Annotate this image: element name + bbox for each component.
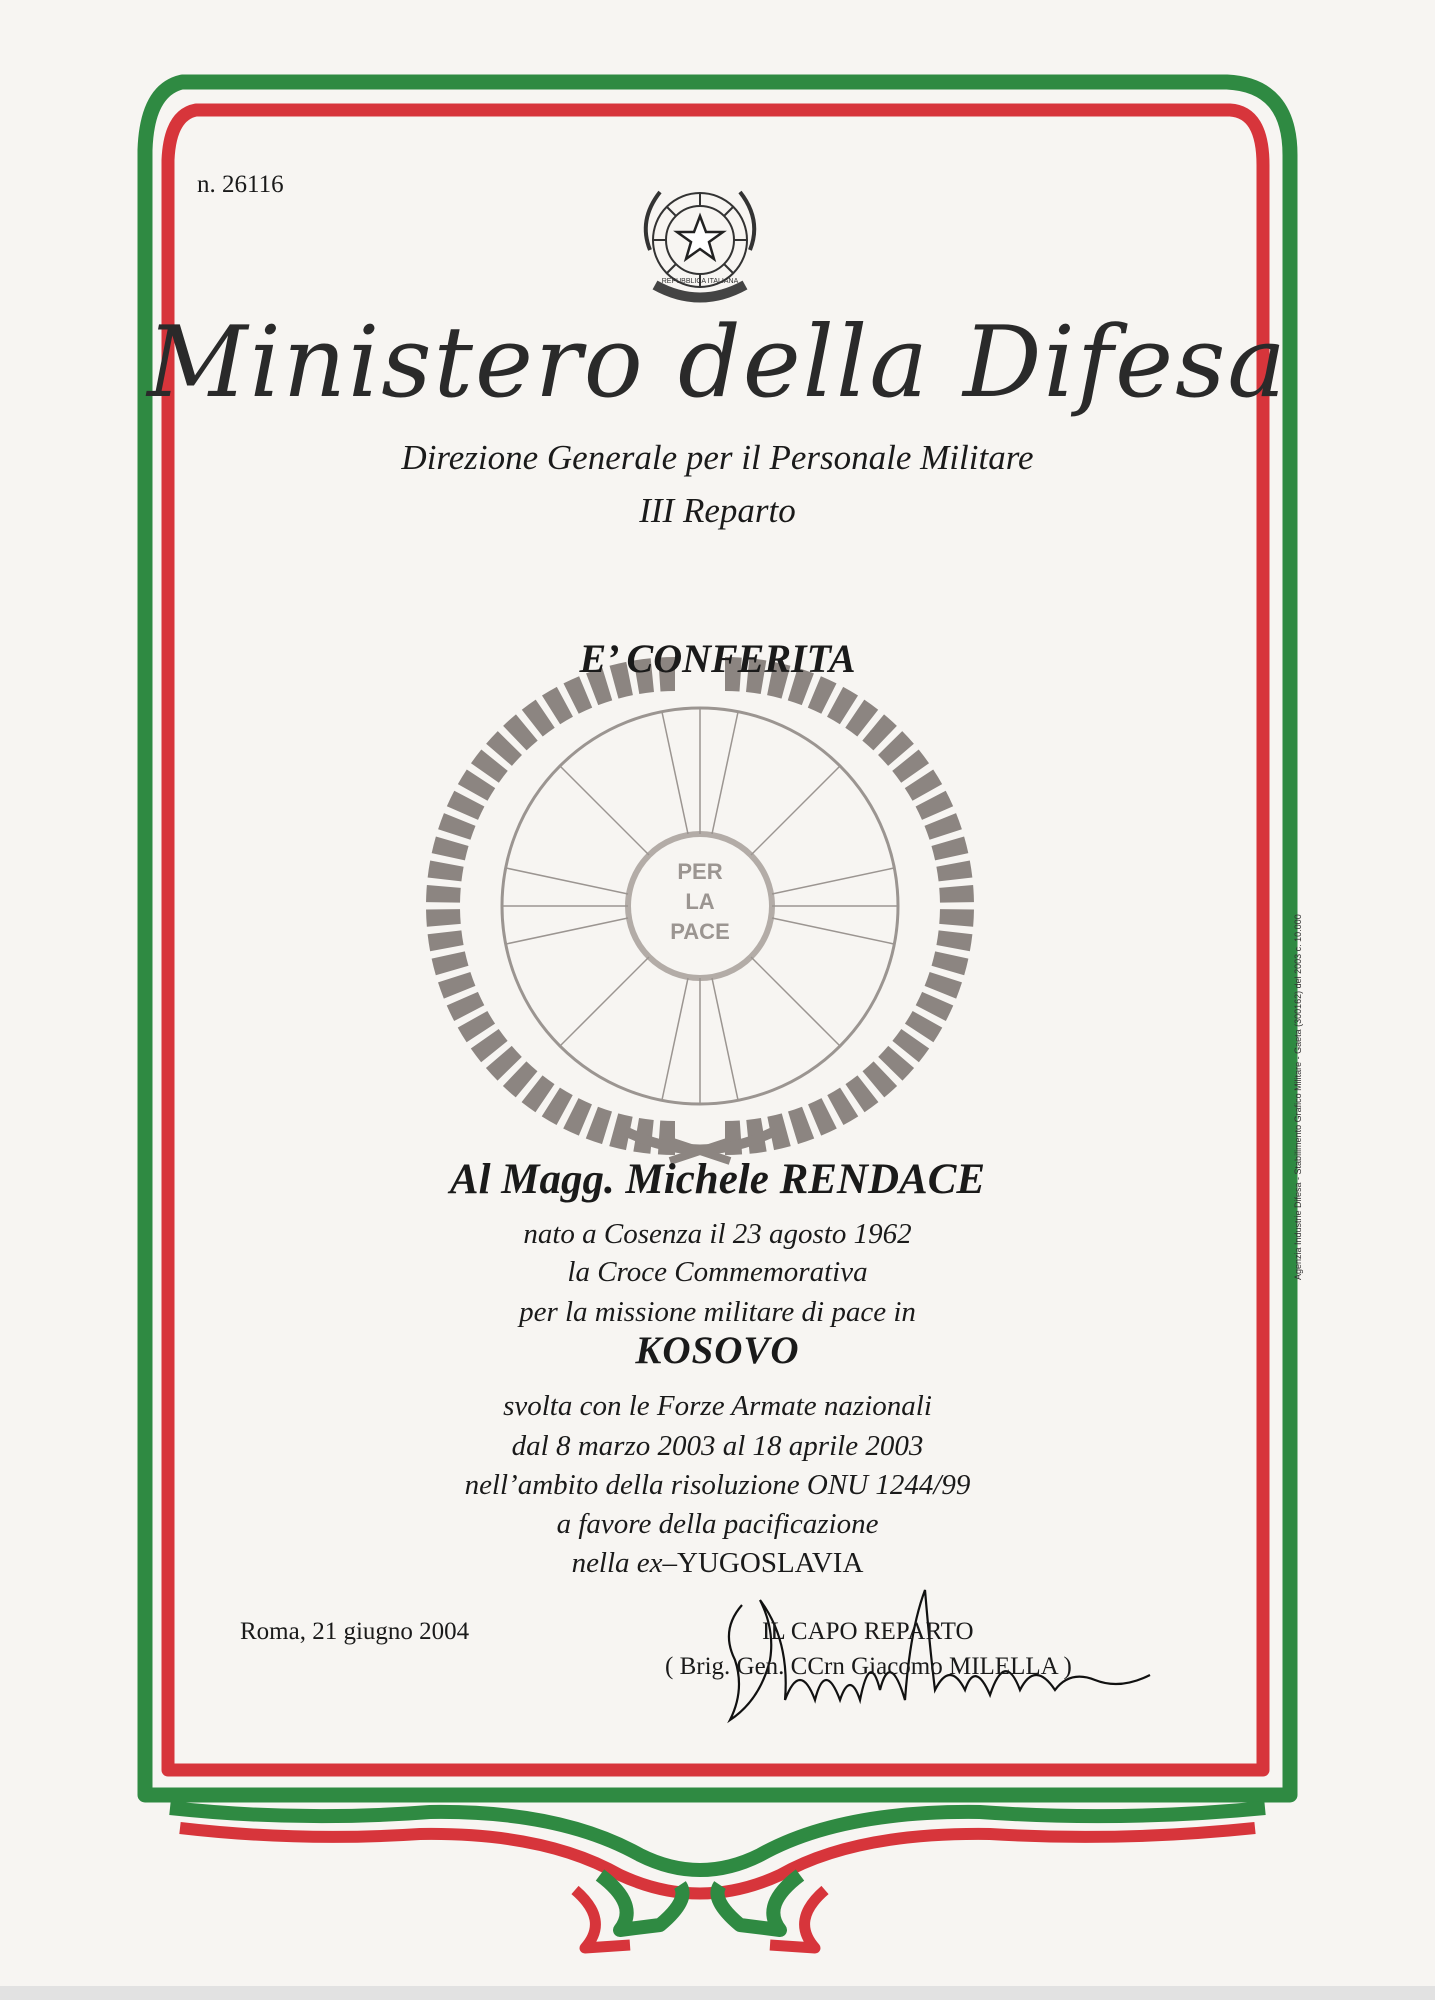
birth-line: nato a Cosenza il 23 agosto 1962 bbox=[523, 1218, 912, 1250]
department-title: III Reparto bbox=[639, 491, 796, 530]
region-name: YUGOSLAVIA bbox=[677, 1547, 864, 1579]
medal-word: LA bbox=[685, 889, 715, 914]
medal-inscription bbox=[650, 857, 750, 947]
country-name: KOSOVO bbox=[635, 1329, 800, 1372]
seal-text: REPUBBLICA ITALIANA bbox=[661, 278, 739, 285]
recipient-name: Al Magg. Michele RENDACE bbox=[449, 1156, 986, 1203]
mission-line: per la missione militare di pace in bbox=[519, 1296, 916, 1328]
certificate-number: n. 26116 bbox=[197, 171, 284, 198]
period-line: dal 8 marzo 2003 al 18 aprile 2003 bbox=[511, 1430, 924, 1462]
resolution-line: nell’ambito della risoluzione ONU 1244/99 bbox=[464, 1469, 971, 1501]
place-date: Roma, 21 giugno 2004 bbox=[240, 1618, 470, 1645]
region-prefix: nella ex– bbox=[571, 1547, 678, 1579]
forces-line: svolta con le Forze Armate nazionali bbox=[503, 1390, 932, 1422]
medal-word: PER bbox=[677, 859, 723, 884]
region-line bbox=[0, 1547, 1435, 1580]
medal-word: PACE bbox=[670, 919, 730, 944]
signatory-name: ( Brig. Gen. CCrn Giacomo MILELLA ) bbox=[665, 1653, 1072, 1680]
conferred-heading: E’ CONFERITA bbox=[579, 636, 856, 681]
printer-note: Agenzia Industrie Difesa - Stabilimento Grafico Militare - Gaeta (300162) del 2003 c. 10.000 bbox=[1293, 914, 1303, 1280]
ministry-title: Ministero della Difesa bbox=[147, 306, 1288, 420]
directorate-title: Direzione Generale per il Personale Militare bbox=[401, 438, 1034, 477]
purpose-line: a favore della pacificazione bbox=[556, 1508, 879, 1540]
award-line: la Croce Commemorativa bbox=[567, 1256, 868, 1288]
signatory-title: IL CAPO REPARTO bbox=[762, 1618, 974, 1645]
